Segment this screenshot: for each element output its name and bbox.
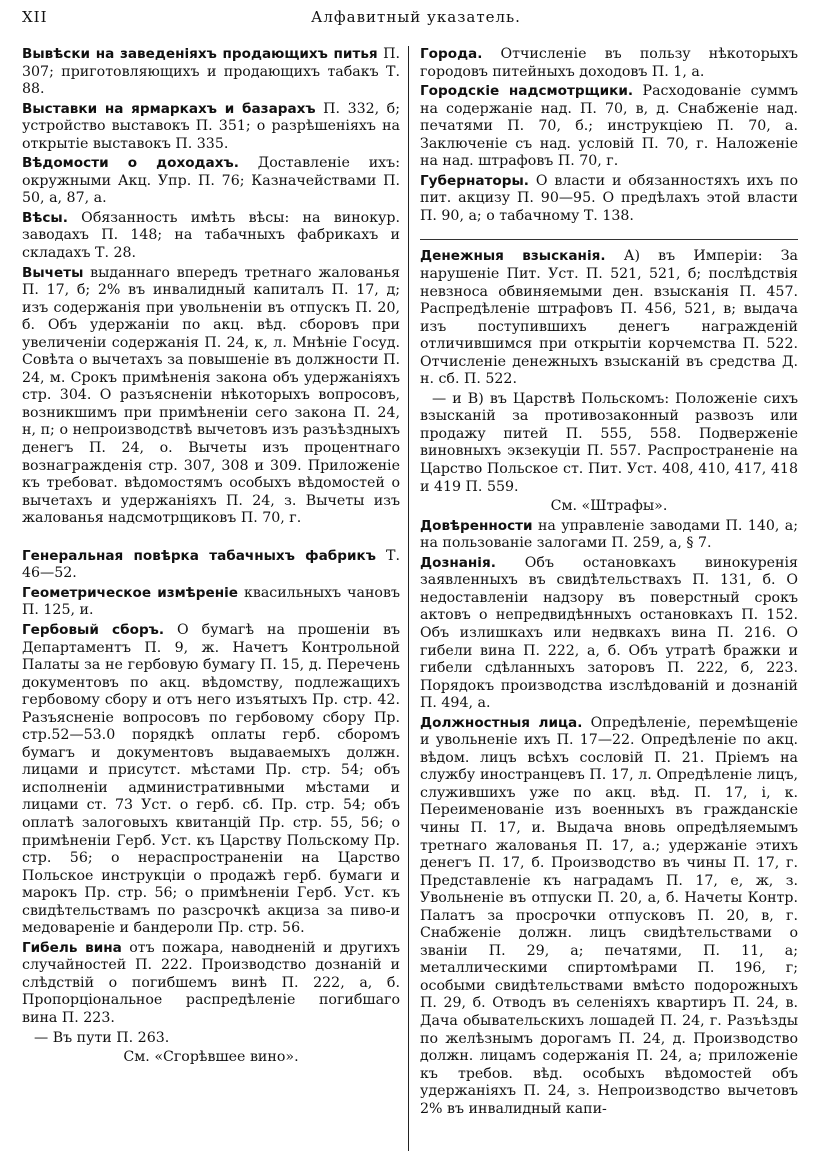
index-entry	[22, 548, 400, 583]
entry-text: Объ остановкахъ винокуренія заявленныхъ въ свидѣтельствахъ П. 131, б. О недоставленіи надзору въ поверстный срокъ актовъ о непредвидѣнныхъ остановкахъ П. 152. Объ излишкахъ или недвкахъ вина П. 216. О гибели вина П. 222, а, б. Объ утратѣ бражки и гибели сдѣланныхъ заторовъ П. 222, б, 223. Порядокъ производства изслѣдованій и дознаній П. 494, а.	[420, 554, 798, 712]
entry-text: Расходованіе суммъ на содержаніе над. П. 70, в, д. Снабженіе над. печатями П. 70, б.; инструкціею П. 70, а. Заключеніе съ над. условій П. 70, г. Наложеніе на над. штрафовъ П. 70, г.	[420, 83, 798, 170]
entry-text: П. 332, б; устройство выставокъ П. 351; о разрѣшеніяхъ на открытіе выставокъ П. 335.	[22, 100, 400, 152]
entry-term: Вывѣски на заведеніяхъ продающихъ питья	[22, 46, 378, 62]
index-entry	[420, 173, 798, 226]
sub-entry: — Въ пути П. 263.	[34, 1029, 170, 1046]
index-entry	[420, 83, 798, 171]
entry-term: Геометрическое измѣреніе	[22, 584, 239, 601]
entry-term: Губернаторы.	[420, 172, 529, 189]
entry-text: Обязанность имѣть вѣсы: на винокур. заводахъ П. 148; на табачныхъ фабрикахъ и складахъ Т. 28.	[22, 209, 400, 262]
sub-entry: — и В) въ Царствѣ Польскомъ: Положеніе сихъ взысканій за противозаконный развозъ или продажу питей П. 555, 558. Подверженіе виновныхъ экзекуціи П. 557. Распространеніе на Царство Польское ст. Пит. Уст. 408, 410, 417, 418 и 419 П. 559.	[420, 390, 798, 495]
entry-term: Вычеты	[22, 264, 84, 281]
entry-term: Выставки на ярмаркахъ и базарахъ	[22, 100, 316, 117]
index-entry	[420, 555, 798, 713]
two-column-body	[22, 46, 810, 1120]
index-entry	[420, 248, 798, 388]
index-entry	[22, 46, 400, 99]
right-column	[410, 46, 798, 1120]
entry-text: Опредѣленіе, перемѣщеніе и увольненіе ихъ П. 17—22. Опредѣленіе по акц. вѣдом. лицъ всѣхъ сословій П. 21. Пріемъ на службу иностранцевъ П. 17, л. Опредѣленіе лицъ, служившихъ уже по акц. вѣд. П. 17, і, к. Переименованіе изъ военныхъ въ гражданскіе чины П. 17, и. Выдача вновь опредѣляемымъ третнаго жалованья П. 17, а.; удержаніе этихъ денегъ П. 17, б. Производство въ чины П. 17, г. Представленіе къ наградамъ П. 17, е, ж, з. Увольненіе въ отпуски П. 20, а, б. Начеты Контр. Палатъ за просрочки отпусковъ П. 20, в, г. Снабженіе должн. лицъ свидѣтельствами о званіи П. 29, а; печатями, П. 11, а; металлическими спиртомѣрами П. 196, г; особыми свидѣтельствами вмѣсто подорожныхъ П. 29, б. Отводъ въ селеніяхъ квартиръ П. 24, в. Дача обывательскихъ лошадей П. 24, г. Разъѣзды по желѣзнымъ дорогамъ П. 24, д. Производство должн. лицамъ содержанія П. 24, а; приложеніе къ требов. вѣд. особыхъ вѣдомостей объ удержаніяхъ П. 24, з. Непроизводство вычетовъ 2% въ инвалидный капи-	[420, 714, 798, 1117]
entry-text: отъ пожара, наводненій и другихъ случайностей П. 222. Производство дознаній и слѣдствій о погибшемъ винѣ П. 222, а, б. Пропорціональное распредѣленіе погибшаго вина П. 223.	[22, 939, 400, 1026]
entry-text: выданнаго впередъ третнаго жалованья П. 17, б; 2% въ инвалидный капиталъ П. 17, д; изъ содержанія при увольненіи въ отпускъ П. 20, б. Объ удержаніи по акц. вѣд. сборовъ при увеличеніи содержанія П. 24, к, л. Мнѣніе Госуд. Совѣта о вычетахъ за повышеніе въ должности П. 24, м. Срокъ примѣненія закона объ удержаніяхъ стр. 304. О разъясненіи нѣкоторыхъ вопросовъ, возникшимъ при примѣненіи сего закона П. 24, н, п; о непроизводствѣ вычетовъ изъ разъѣздныхъ денегъ П. 24, о. Вычеты изъ процентнаго вознагражденія стр. 307, 308 и 309. Приложеніе къ требоват. вѣдомостямъ особыхъ вѣдомостей о вычетахъ и удержаніяхъ П. 24, з. Вычеты изъ жалованья надсмотрщиковъ П. 70, г.	[22, 264, 400, 527]
column-divider	[408, 46, 409, 1151]
see-also: См. «Сгорѣвшее вино».	[123, 1049, 299, 1066]
entry-term: Генеральная повѣрка табачныхъ фабрикъ	[22, 547, 376, 564]
index-entry	[22, 622, 400, 938]
entry-term: Должностныя лица.	[420, 714, 583, 731]
entry-text: П. 307; приготовляющихъ и продающихъ табакъ Т. 88.	[22, 46, 400, 98]
index-entry	[22, 155, 400, 208]
entry-term: Вѣдомости о доходахъ.	[22, 155, 239, 172]
entry-text: Доставленіе ихъ: окружными Акц. Упр. П. 76; Казначействами П. 50, а, 87, а.	[22, 155, 400, 207]
index-entry	[22, 265, 400, 528]
entry-term: Денежныя взысканія.	[420, 248, 606, 265]
entry-text: квасильныхъ чановъ П. 125, и.	[22, 584, 400, 619]
entry-term: Городскіе надсмотрщики.	[420, 83, 634, 100]
page-header	[22, 6, 810, 32]
index-entry	[420, 46, 798, 81]
index-entry	[420, 715, 798, 1119]
page-number: XII	[22, 8, 48, 26]
entry-term: Гибель вина	[22, 939, 122, 956]
index-entry	[22, 210, 400, 263]
entry-term: Дознанія.	[420, 554, 496, 571]
entry-text: О бумагѣ на прошеніи въ Департаментъ П. 9, ж. Начетъ Контрольной Палаты за не гербовую бумагу П. 15, д. Перечень документовъ по акц. вѣдомству, подлежащихъ гербовому сбору и отъ него изъятыхъ Пр. стр. 42. Разъясненіе вопросовъ по гербовому сбору Пр. стр.52—53.0 порядкѣ оплаты герб. сборомъ бумагъ и документовъ выдаваемыхъ должн. лицами и присутст. мѣстами Пр. стр. 54; объ исполненіи административными мѣстами и лицами ст. 73 Уст. о герб. сб. Пр. стр. 54; объ оплатѣ залоговыхъ квитанцій Пр. стр. 55, 56; о примѣненіи Герб. Уст. къ Царству Польскому Пр. стр. 56; о нераспространеніи на Царство Польское инструкціи о продажѣ герб. бумаги и марокъ Пр. стр. 56; о примѣненіи Герб. Уст. къ свидѣтельствамъ по разсрочкѣ акциза за пиво-и медовареніе и бандероли Пр. стр. 56.	[22, 621, 400, 937]
entry-term: Города.	[420, 46, 483, 62]
section-rule	[420, 239, 798, 240]
entry-term: Вѣсы.	[22, 209, 68, 226]
entry-term: Довѣренности	[420, 517, 533, 534]
index-entry	[420, 518, 798, 553]
left-column	[22, 46, 410, 1120]
entry-text: Отчисленіе въ пользу нѣкоторыхъ городовъ питейныхъ доходовъ П. 1, а.	[420, 46, 798, 80]
running-title: Алфавитный указатель.	[311, 8, 521, 26]
entry-text: на управленіе заводами П. 140, а; на пользованіе залогами П. 259, а, § 7.	[420, 517, 798, 552]
entry-text: А) въ Имперіи: За нарушеніе Пит. Уст. П. 521, 521, б; послѣдствія невзноса обвиняемыми ден. взысканія П. 457. Распредѣленіе штрафовъ П. 456, 521, в; выдача изъ поступившихъ денегъ награжденій отличившимся при открытіи корчемства П. 522. Отчисленіе денежныхъ взысканій въ средства Д. н. сб. П. 522.	[420, 248, 798, 388]
see-also: См. «Штрафы».	[550, 498, 668, 515]
entry-text: Т. 46—52.	[22, 547, 400, 582]
index-entry	[22, 585, 400, 620]
entry-term: Гербовый сборъ.	[22, 621, 165, 638]
index-entry	[22, 940, 400, 1028]
entry-text: О власти и обязанностяхъ ихъ по пит. акцизу П. 90—95. О предѣлахъ этой власти П. 90, а; о табачному Т. 138.	[420, 172, 798, 224]
index-entry	[22, 101, 400, 154]
